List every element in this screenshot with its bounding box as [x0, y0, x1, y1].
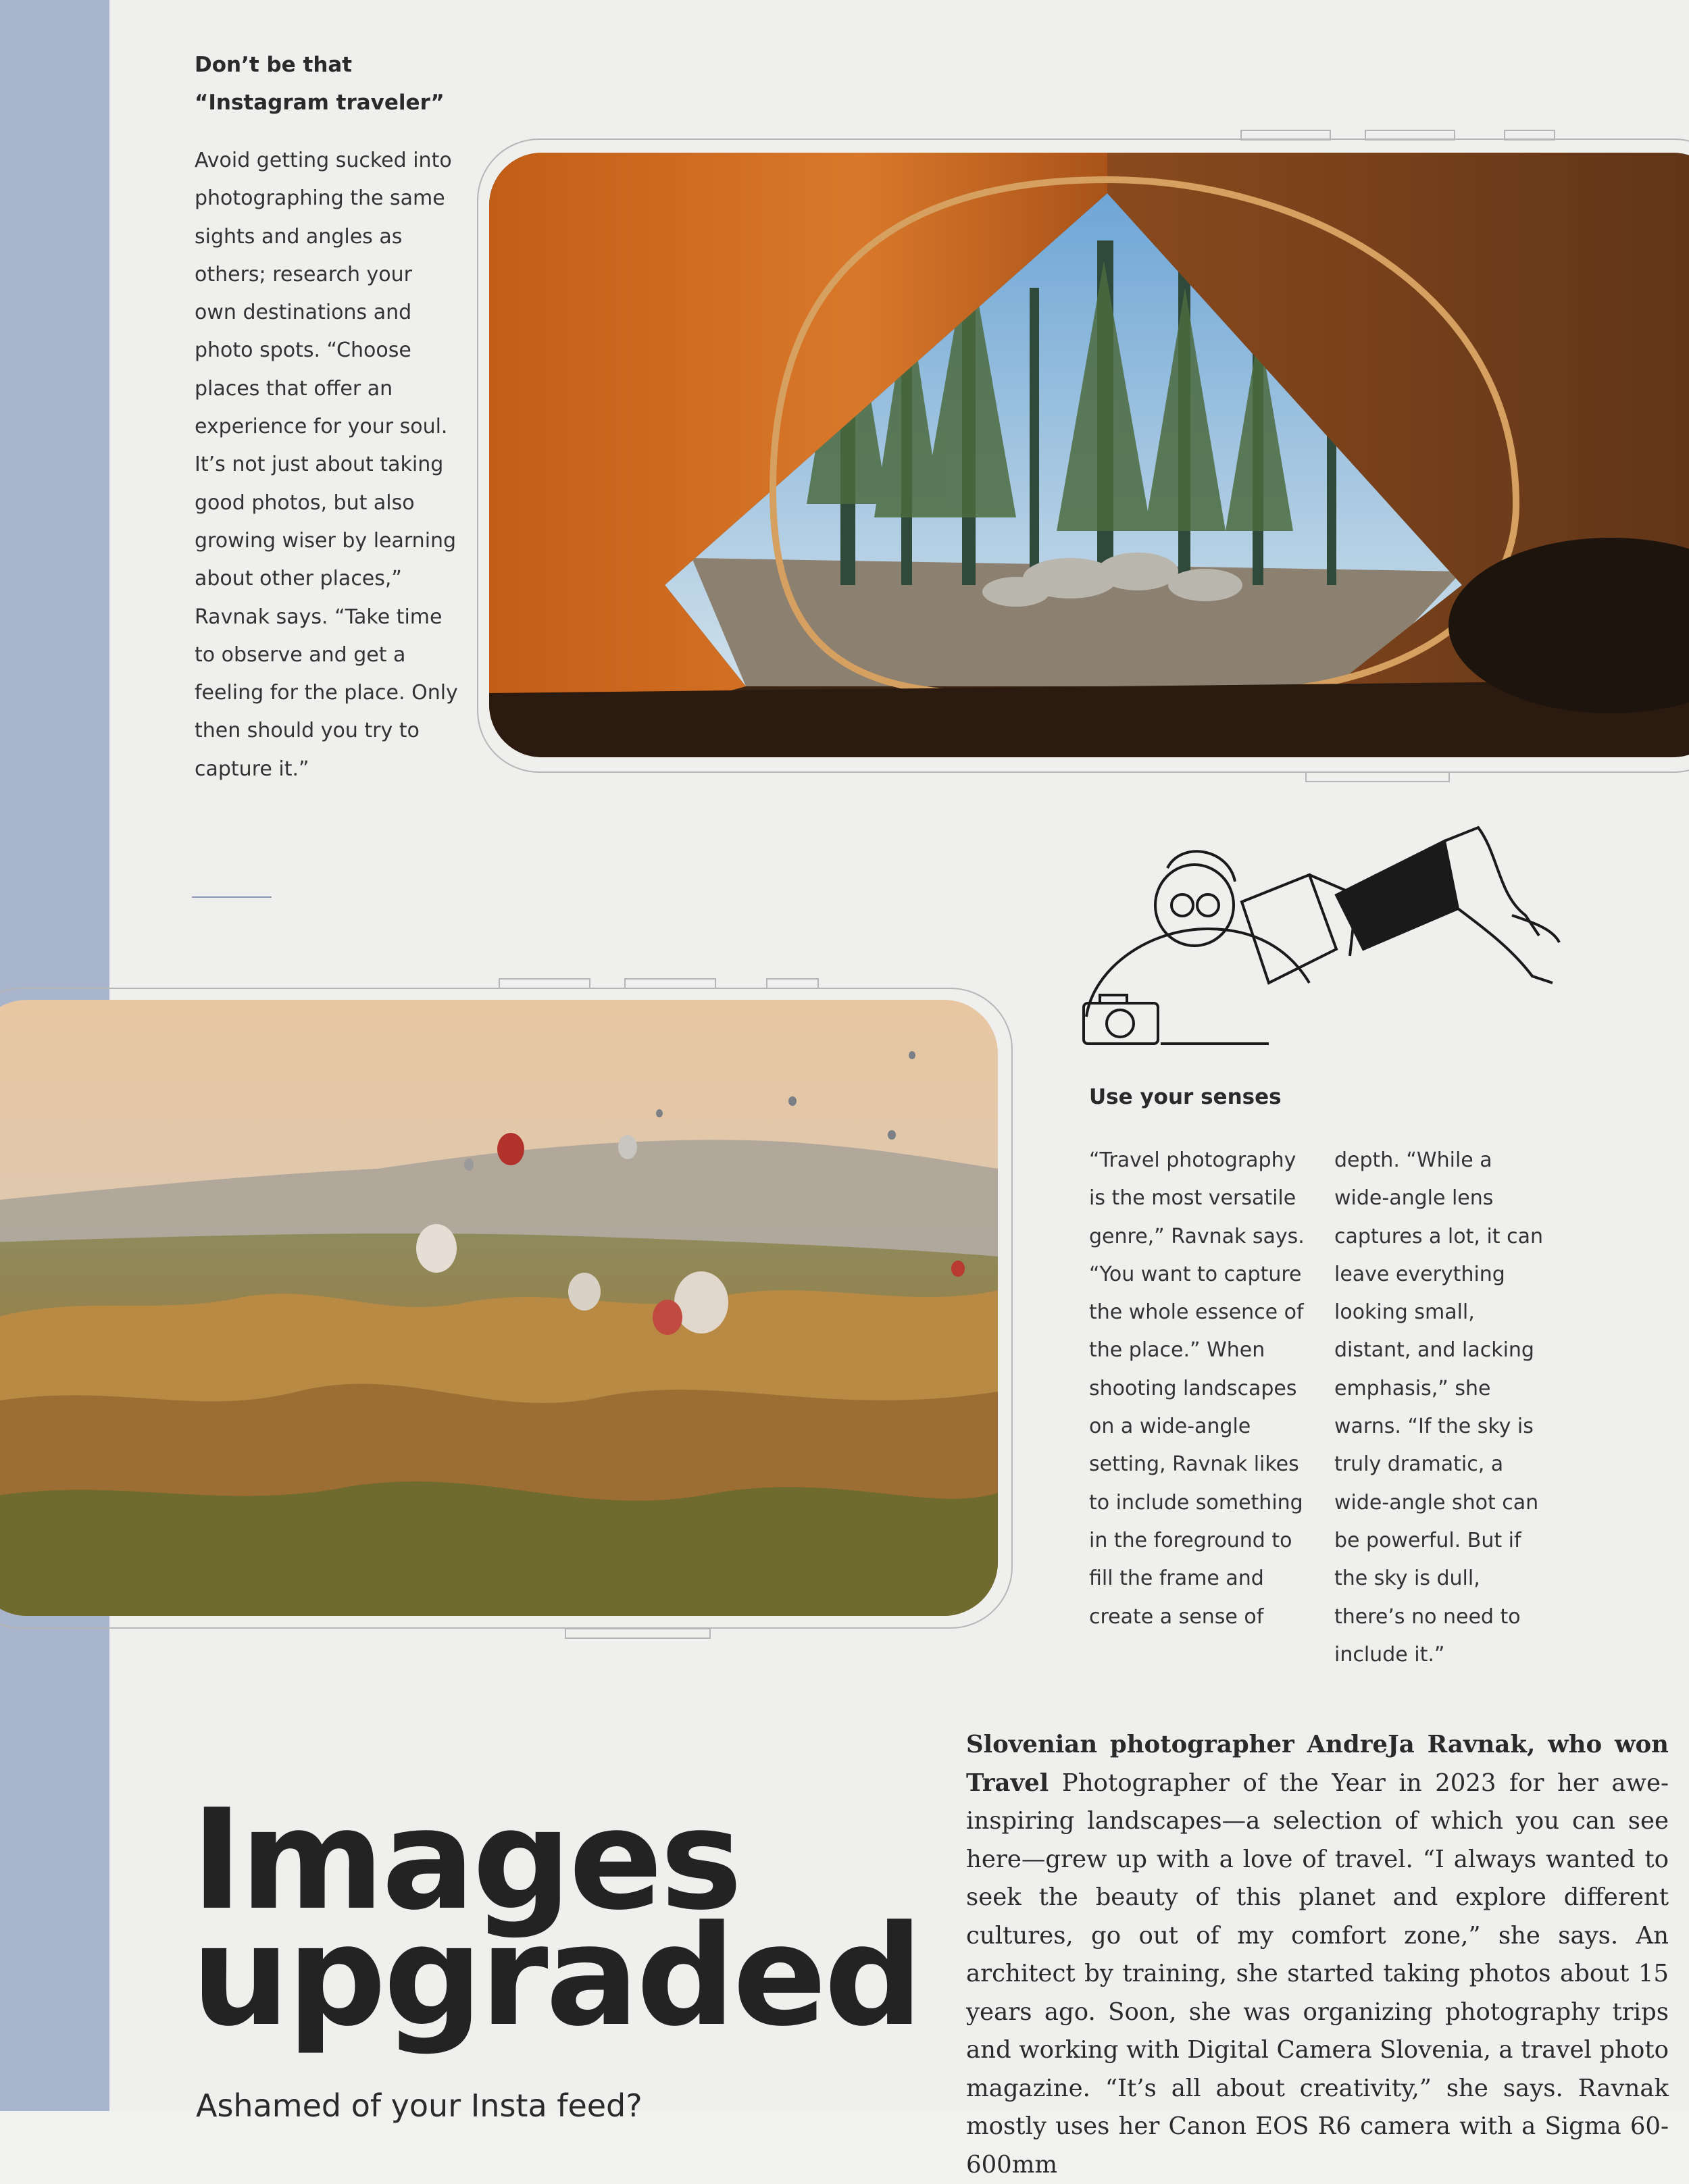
phone-frame-button [565, 1628, 711, 1639]
section-divider [192, 896, 272, 898]
reading-person-illustration [1066, 814, 1566, 1057]
intro-lead: Slovenian photographer AndreJa Ravnak, who won Travel [966, 1731, 1669, 1797]
tip-body-text: Avoid getting sucked into photographing the same sights and angles as others; research your own destinations and photo spots. “Choose places that offer an experience for your soul. It’s not just about taking good photos, but also growing wiser by learning about other places,” Ravnak says. “Take time to observe and get a feeling for the place. Only then should you try to capture it.” [195, 149, 458, 781]
intro-paragraph [966, 1726, 1669, 2184]
tip-heading: Don’t be that “Instagram traveler” [195, 53, 445, 115]
senses-column-right: depth. “While a wide-angle lens captures a lot, it can leave everything looking small, distant, and lacking emphasis,” she warns. “If the sky is truly dramatic, a wide-angle shot can be powerful. But if the sky is dull, there’s no need to include it.” [1334, 1148, 1543, 1667]
senses-heading: Use your senses [1089, 1085, 1282, 1109]
phone-frame-button [1305, 771, 1450, 782]
feature-headline [191, 1780, 921, 2057]
intro-body: Photographer of the Year in 2023 for her awe-inspiring landscapes—a selection of which you can see here—grew up with a love of travel. “I always wanted to seek the beauty of this planet and explore different cultures, go out of my comfort zone,” she says. An architect by training, she started taking photos about 15 years ago. Soon, she was organizing photography trips and working with Digital Camera Slovenia, a travel photo magazine. “It’s all about creativity,” she says. Ravnak mostly uses her Canon EOS R6 camera with a Sigma 60-600mm [966, 1769, 1669, 2179]
headline-line-2: upgraded [191, 1896, 921, 2057]
hot-air-balloons-photo [0, 1000, 998, 1616]
tent-view-photo [489, 153, 1689, 757]
feature-dek: Ashamed of your Insta feed? [196, 2087, 642, 2124]
senses-column-left: “Travel photography is the most versatile genre,” Ravnak says. “You want to capture the whole essence of the place.” When shooting landscapes on a wide-angle setting, Ravnak likes to include something in the foreground to fill the frame and create a sense of [1089, 1148, 1305, 1629]
headline-line-1: Images [191, 1780, 740, 1941]
